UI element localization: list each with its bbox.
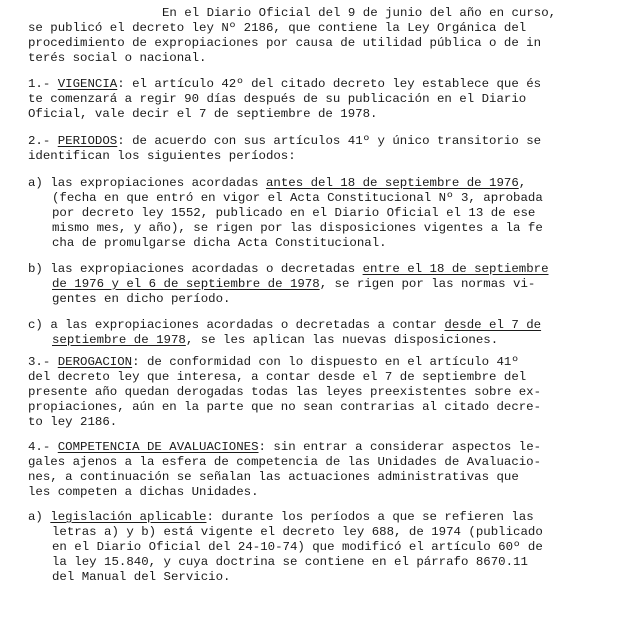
- section-1-heading-line: [28, 77, 541, 92]
- section-1-text-1: : el artículo 42º del citado decreto ley establece que és: [117, 77, 542, 91]
- item-4a-line-5: del Manual del Servicio.: [52, 570, 231, 584]
- section-3-title: DEROGACION: [57, 355, 133, 369]
- section-4-title: COMPETENCIA DE AVALUACIONES: [57, 440, 259, 454]
- section-1-number: 1.-: [28, 77, 58, 91]
- item-2c-label: c): [28, 318, 51, 332]
- item-2b-date-2: de 1976 y el 6 de septiembre de 1978: [52, 277, 320, 291]
- item-2b-line-2: [52, 277, 535, 292]
- item-4a-line-2: letras a) y b) está vigente el decreto ley 688, de 1974 (publicado: [52, 525, 543, 539]
- item-4a-title: legislación aplicable: [50, 510, 207, 524]
- item-2a-line-3: por decreto ley 1552, publicado en el Diario Oficial el 13 de ese: [52, 206, 536, 220]
- section-2-text-1: : de acuerdo con sus artículos 41º y único transitorio se: [117, 134, 542, 148]
- intro-line-2: se publicó el decreto ley Nº 2186, que contiene la Ley Orgánica del: [28, 21, 527, 35]
- item-2b-text-2: , se rigen por las normas vi-: [319, 277, 536, 291]
- section-3-number: 3.-: [28, 355, 58, 369]
- section-4-line-4: les competen a dichas Unidades.: [28, 485, 259, 499]
- item-2c-text-2: , se les aplican las nuevas disposiciones.: [185, 333, 499, 347]
- section-2-heading-line: [28, 134, 541, 149]
- intro-line-1: En el Diario Oficial del 9 de junio del año en curso,: [162, 6, 557, 20]
- item-2b-label: b): [28, 262, 51, 276]
- item-2a-line-1: [28, 176, 526, 191]
- item-2a-label: a): [28, 176, 51, 190]
- section-1-title: VIGENCIA: [57, 77, 118, 91]
- item-2a-comma: ,: [518, 176, 527, 190]
- section-4-line-3: nes, a continuación se señalan las actuaciones administrativas que: [28, 470, 519, 484]
- section-4-line-2: gales ajenos a la esfera de competencia de las Unidades de Avaluacio-: [28, 455, 542, 469]
- item-2c-date-2: septiembre de 1978: [52, 333, 186, 347]
- section-3-line-2: del decreto ley que interesa, a contar desde el 7 de septiembre del: [28, 370, 527, 384]
- section-3-line-5: to ley 2186.: [28, 415, 118, 429]
- item-2b-line-1: [28, 262, 549, 277]
- intro-line-3: procedimiento de expropiaciones por causa de utilidad pública o de in: [28, 36, 542, 50]
- item-4a-line-3: en el Diario Oficial del 24-10-74) que modificó el artículo 60º de: [52, 540, 543, 554]
- section-2-title: PERIODOS: [57, 134, 118, 148]
- item-2b-line-3: gentes en dicho período.: [52, 292, 231, 306]
- item-2c-date-1: desde el 7 de: [444, 318, 542, 332]
- section-3-text-1: : de conformidad con lo dispuesto en el artículo 41º: [132, 355, 519, 369]
- item-2b-date-1: entre el 18 de septiembre: [362, 262, 549, 276]
- item-2c-line-2: [52, 333, 498, 348]
- section-2-number: 2.-: [28, 134, 58, 148]
- item-2b-text: las expropiaciones acordadas o decretadas: [50, 262, 363, 276]
- section-4-heading-line: [28, 440, 541, 455]
- item-4a-line-4: la ley 15.840, y cuya doctrina se contiene en el párrafo 8670.11: [52, 555, 528, 569]
- item-2a-text: las expropiaciones acordadas: [50, 176, 266, 190]
- item-2c-text: a las expropiaciones acordadas o decretadas a contar: [50, 318, 445, 332]
- item-2c-line-1: [28, 318, 541, 333]
- item-4a-label: a): [28, 510, 51, 524]
- section-3-line-3: presente año quedan derogadas todas las leyes preexistentes sobre ex-: [28, 385, 542, 399]
- section-3-line-4: propiaciones, aún en la parte que no sean contrarias al citado decre-: [28, 400, 542, 414]
- intro-line-4: terés social o nacional.: [28, 51, 207, 65]
- section-1-line-3: Oficial, vale decir el 7 de septiembre de 1978.: [28, 107, 378, 121]
- item-2a-line-4: mismo mes, y año), se rigen por las disposiciones vigentes a la fe: [52, 221, 543, 235]
- section-4-number: 4.-: [28, 440, 58, 454]
- item-2a-line-5: cha de promulgarse dicha Acta Constitucional.: [52, 236, 387, 250]
- section-1-line-2: te comenzará a regir 90 días después de su publicación en el Diario: [28, 92, 527, 106]
- item-2a-date: antes del 18 de septiembre de 1976: [265, 176, 519, 190]
- item-4a-line-1: [28, 510, 534, 525]
- section-3-heading-line: [28, 355, 519, 370]
- item-2a-line-2: (fecha en que entró en vigor el Acta Constitucional Nº 3, aprobada: [52, 191, 543, 205]
- item-4a-text-1: : durante los períodos a que se refieren las: [206, 510, 534, 524]
- section-2-line-2: identifican los siguientes períodos:: [28, 149, 296, 163]
- section-4-text-1: : sin entrar a considerar aspectos le-: [258, 440, 542, 454]
